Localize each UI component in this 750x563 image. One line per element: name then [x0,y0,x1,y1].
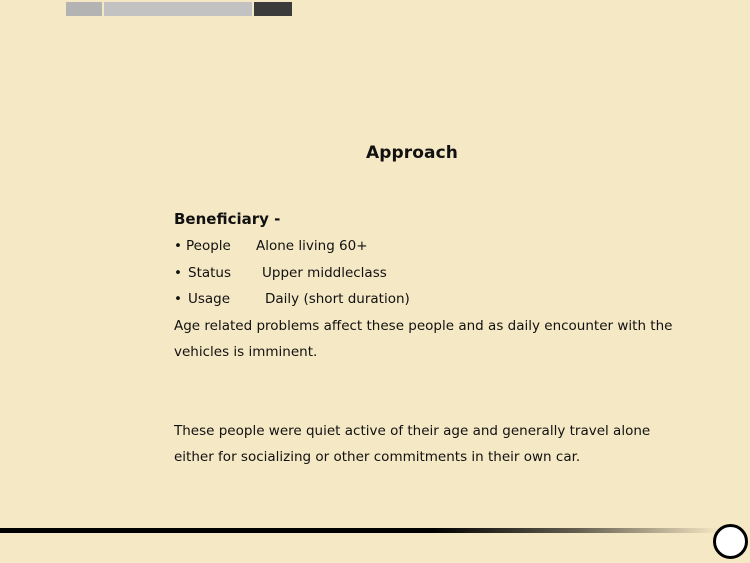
bullet-item-status [174,260,674,287]
bullet-value: Upper middleclass [262,264,387,281]
bullet-label: People [186,238,231,254]
header-bar-segment-1 [66,2,102,16]
header-bar-segment-2 [104,2,252,16]
bullet-value: Daily (short duration) [265,291,410,307]
slide-title: Approach [365,143,458,163]
section-heading: Beneficiary - [174,210,281,228]
paragraph-active-people: These people were quiet active of their age and generally travel alone either for socializing or other commitments in their own car. [174,422,651,465]
corner-circle-icon [713,524,748,559]
header-bar-segment-3 [254,2,292,16]
bullet-label: Status [188,264,232,281]
bullet-item-usage [174,286,674,313]
paragraph-age-problems: Age related problems affect these people and as daily encounter with the vehicles is imminent. [174,317,673,360]
footer-divider-line [0,528,720,533]
bullet-dot-icon: • [174,264,182,281]
bullet-dot-icon: • [174,291,182,307]
slide-content [174,207,674,471]
bullet-value: Alone living 60+ [256,238,368,254]
bullet-item-people [174,233,674,260]
bullet-label: Usage [188,291,231,307]
bullet-dot-icon: • [174,238,182,254]
